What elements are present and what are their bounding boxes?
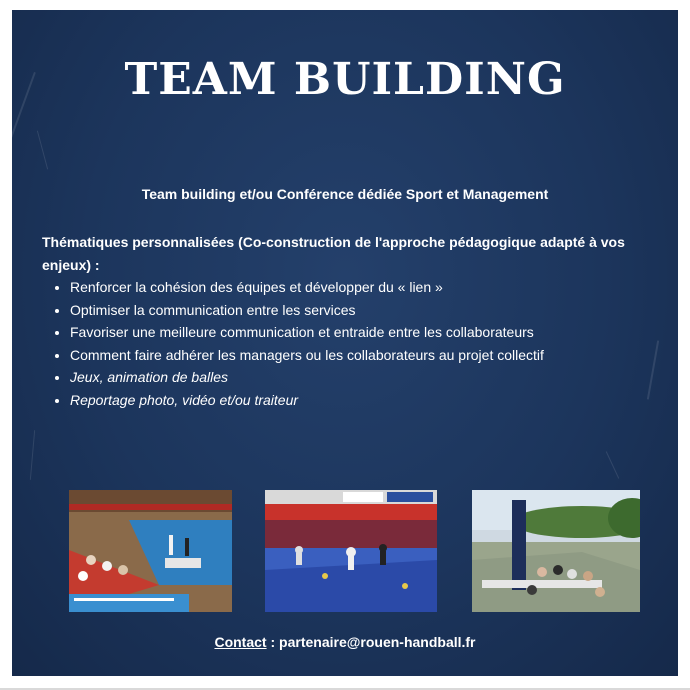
contact-line: [12, 634, 678, 650]
themes-heading: Thématiques personnalisées (Co-construction de l'approche pédagogique adapté à vos enjeux) :: [42, 234, 625, 273]
contact-email[interactable]: partenaire@rouen-handball.fr: [279, 634, 476, 650]
photo-gym-spectators: [69, 490, 232, 612]
texture-scratch: [606, 451, 620, 479]
texture-scratch: [37, 131, 48, 170]
list-item: • Reportage photo, vidéo et/ou traiteur: [70, 389, 652, 412]
photo-outdoor-event: [472, 490, 640, 612]
list-item: • Renforcer la cohésion des équipes et développer du « lien »: [70, 276, 652, 299]
list-item: • Optimiser la communication entre les services: [70, 299, 652, 322]
themes-section: [42, 231, 652, 411]
page-title: TEAM BUILDING: [124, 54, 566, 105]
contact-label: Contact: [214, 634, 267, 650]
list-item: • Favoriser une meilleure communication et entraide entre les collaborateurs: [70, 321, 652, 344]
contact-separator: :: [266, 634, 280, 650]
subtitle: Team building et/ou Conférence dédiée Sport et Management: [141, 186, 549, 202]
photo-handball-court: [265, 490, 437, 612]
team-building-card: [12, 10, 678, 676]
list-item: • Jeux, animation de balles: [70, 366, 652, 389]
list-item: • Comment faire adhérer les managers ou les collaborateurs au projet collectif: [70, 344, 652, 367]
themes-list: [42, 276, 652, 411]
texture-scratch: [30, 430, 35, 480]
